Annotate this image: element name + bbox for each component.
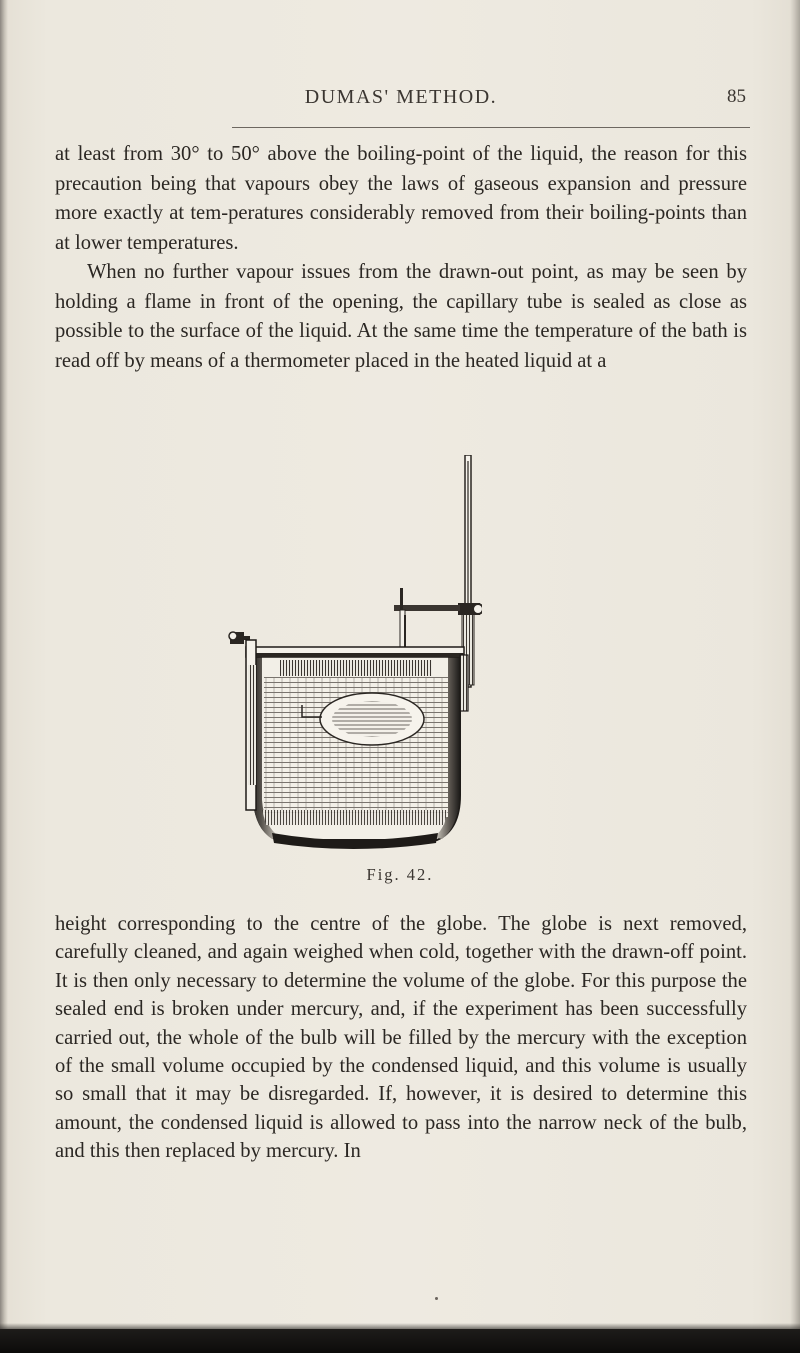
page-right-edge	[790, 0, 800, 1353]
paragraph-3: height corresponding to the centre of the globe. The globe is next removed, carefully cleaned, and again weighed when cold, together with the drawn-off point. It is then only necessary to determine the volume of the globe. For this purpose the sealed end is broken under mercury, and, if the experiment has been successfully carried out, the whole of the bulb will be filled by the mercury with the exception of the small volume occupied by the condensed liquid, and this volume is usually so small that it may be disregarded. If, however, it is desired to determine this amount, the condensed liquid is allowed to pass into the narrow neck of the bulb, and this then replaced by mercury. In	[55, 913, 747, 1163]
page-number: 85	[727, 86, 746, 107]
figure-caption: Fig. 42.	[366, 865, 434, 884]
apparatus-drawing	[222, 455, 482, 857]
paragraph-1: at least from 30° to 50° above the boiling-point of the liquid, the reason for this precaution being that vapours obey the laws of gaseous expansion and pressure more exactly at tem-peratures considerably removed from their boiling-points than at lower temperatures.	[55, 143, 747, 254]
scan-bottom-edge	[0, 1329, 800, 1353]
running-head: DUMAS' METHOD.	[304, 86, 498, 108]
page-header	[56, 86, 746, 114]
page-left-edge	[0, 0, 8, 1353]
page-speck	[435, 1297, 438, 1300]
figure-42-apparatus-illustration	[222, 455, 482, 857]
paragraph-2: When no further vapour issues from the drawn-out point, as may be seen by holding a flame in front of the opening, the capillary tube is sealed as close as possible to the surface of the liquid. At the same time the temperature of the bath is read off by means of a thermometer placed in the heated liquid at a	[55, 261, 747, 372]
header-rule	[232, 127, 750, 128]
